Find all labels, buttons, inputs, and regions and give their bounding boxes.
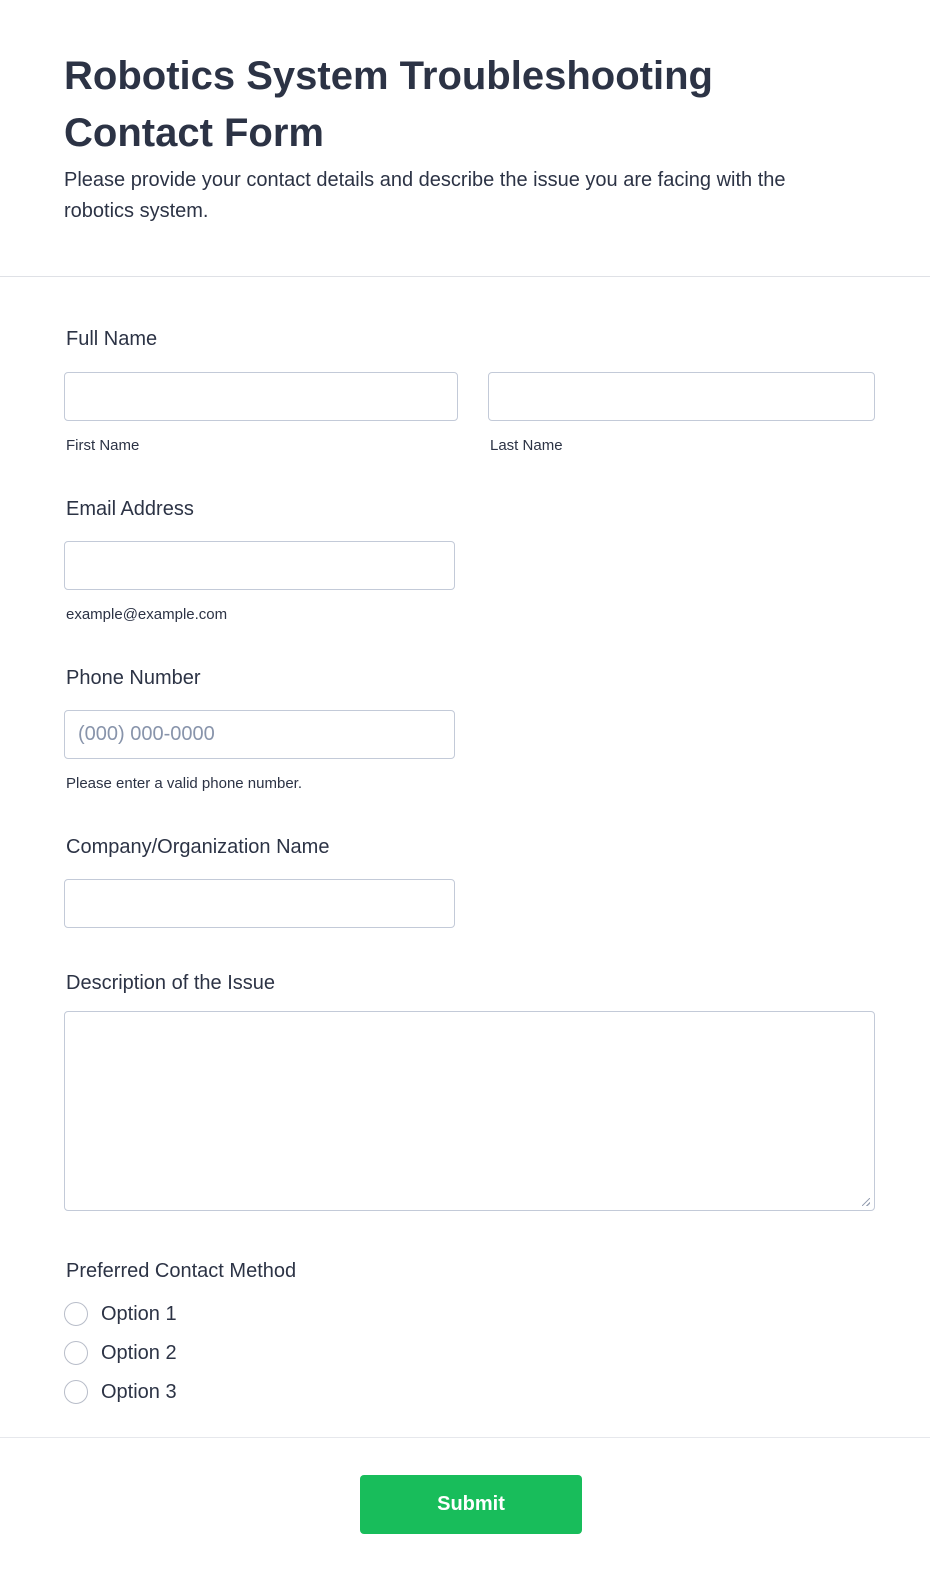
radio-label[interactable]: Option 2 [101, 1342, 177, 1364]
footer-divider [0, 1437, 930, 1438]
last-name-sublabel: Last Name [490, 437, 563, 454]
contact-method-option-1[interactable] [64, 1301, 364, 1327]
email-input[interactable] [64, 541, 455, 590]
last-name-input[interactable] [488, 372, 875, 421]
email-sublabel: example@example.com [66, 606, 228, 623]
radio-icon[interactable] [64, 1380, 88, 1404]
form-subtitle: Please provide your contact details and describe the issue you are facing with the robotics system. [64, 169, 786, 222]
contact-method-label: Preferred Contact Method [66, 1260, 297, 1282]
radio-label[interactable]: Option 3 [101, 1381, 177, 1403]
submit-button[interactable]: Submit [360, 1475, 582, 1534]
form-header [0, 0, 930, 277]
form-title: Robotics System Troubleshooting Contact Form [64, 54, 713, 155]
first-name-input[interactable] [64, 372, 458, 421]
header-divider [0, 276, 930, 277]
company-input[interactable] [64, 879, 455, 928]
description-label: Description of the Issue [66, 972, 275, 994]
phone-sublabel: Please enter a valid phone number. [66, 775, 302, 792]
radio-icon[interactable] [64, 1302, 88, 1326]
radio-icon[interactable] [64, 1341, 88, 1365]
phone-input[interactable] [64, 710, 455, 759]
contact-method-option-3[interactable] [64, 1379, 364, 1405]
description-textarea[interactable] [64, 1011, 875, 1211]
first-name-sublabel: First Name [66, 437, 140, 454]
company-label: Company/Organization Name [66, 836, 330, 858]
contact-method-option-2[interactable] [64, 1340, 364, 1366]
email-label: Email Address [66, 498, 194, 520]
resize-grip-icon[interactable] [862, 1198, 870, 1206]
radio-label[interactable]: Option 1 [101, 1303, 177, 1325]
phone-label: Phone Number [66, 667, 201, 689]
full-name-label: Full Name [66, 328, 158, 350]
